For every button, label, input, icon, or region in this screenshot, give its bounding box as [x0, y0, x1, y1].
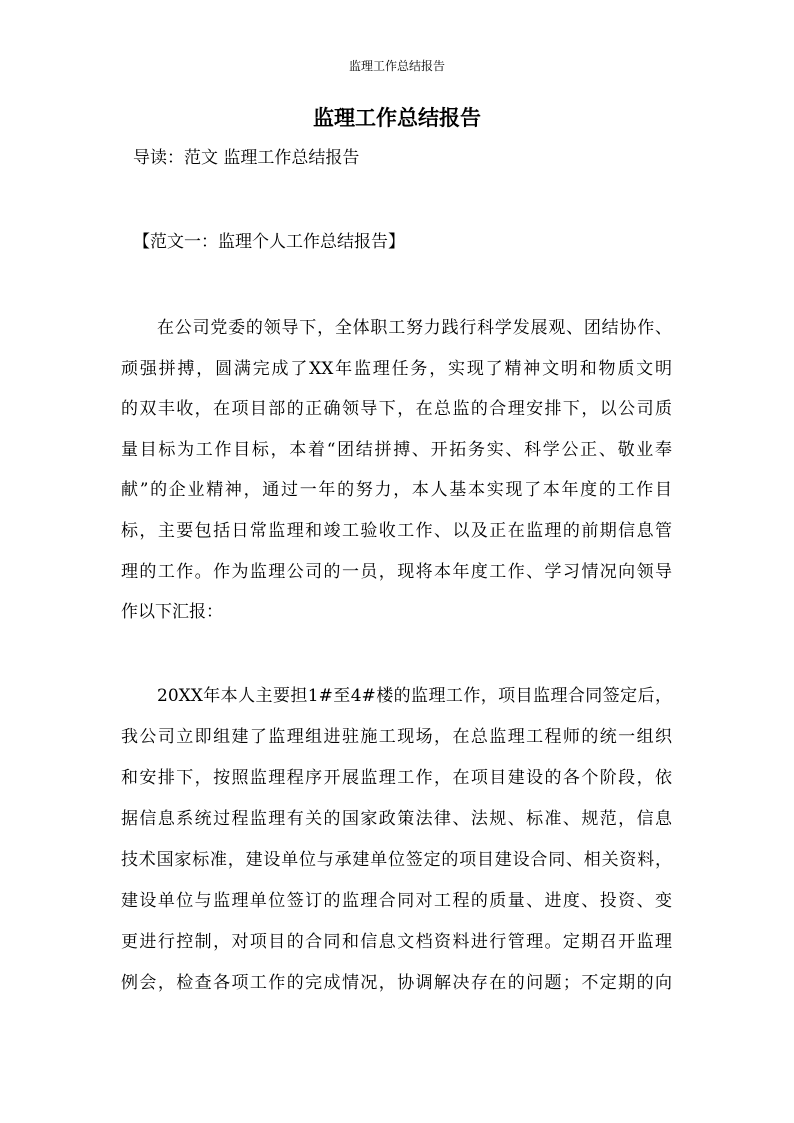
paragraph-line: 我公司立即组建了监理组进驻施工现场，在总监理工程师的统一组织 — [121, 727, 672, 747]
paragraph-line: 标，主要包括日常监理和竣工验收工作、以及正在监理的前期信息管 — [121, 520, 672, 541]
paragraph-line: 技术国家标准，建设单位与承建单位签定的项目建设合同、相关资料， — [121, 850, 672, 870]
running-header: 监理工作总结报告 — [348, 59, 445, 73]
paragraph-line: 例会，检查各项工作的完成情况，协调解决存在的问题；不定期的向 — [121, 973, 672, 993]
body-paragraph-1 — [121, 308, 672, 633]
paragraph-line: 在公司党委的领导下，全体职工努力践行科学发展观、团结协作、 — [157, 318, 672, 338]
paragraph-line: 和安排下，按照监理程序开展监理工作，在项目建设的各个阶段，依 — [121, 768, 672, 788]
paragraph-line: 更进行控制，对项目的合同和信息文档资料进行管理。定期召开监理 — [121, 932, 672, 952]
paragraph-line: 的双丰收，在项目部的正确领导下，在总监的合理安排下，以公司质 — [121, 399, 672, 420]
paragraph-line: 建设单位与监理单位签订的监理合同对工程的质量、进度、投资、变 — [121, 891, 672, 911]
section-heading: 【范文一：监理个人工作总结报告】 — [133, 232, 405, 252]
body-paragraph-2 — [121, 676, 672, 1004]
paragraph-line: 理的工作。作为监理公司的一员，现将本年度工作、学习情况向领导 — [121, 561, 672, 582]
intro-line: 导读：范文 监理工作总结报告 — [133, 148, 360, 168]
paragraph-line: 据信息系统过程监理有关的国家政策法律、法规、标准、规范，信息 — [121, 809, 672, 829]
document-title: 监理工作总结报告 — [313, 105, 481, 130]
paragraph-line: 作以下汇报： — [121, 602, 223, 623]
paragraph-line: 20XX年本人主要担1#至4#楼的监理工作，项目监理合同签定后， — [157, 686, 672, 706]
paragraph-line: 献”的企业精神，通过一年的努力，本人基本实现了本年度的工作目 — [121, 480, 672, 501]
paragraph-line: 顽强拼搏，圆满完成了XX年监理任务，实现了精神文明和物质文明 — [121, 358, 672, 379]
paragraph-line: 量目标为工作目标，本着“团结拼搏、开拓务实、科学公正、敬业奉 — [121, 439, 672, 460]
